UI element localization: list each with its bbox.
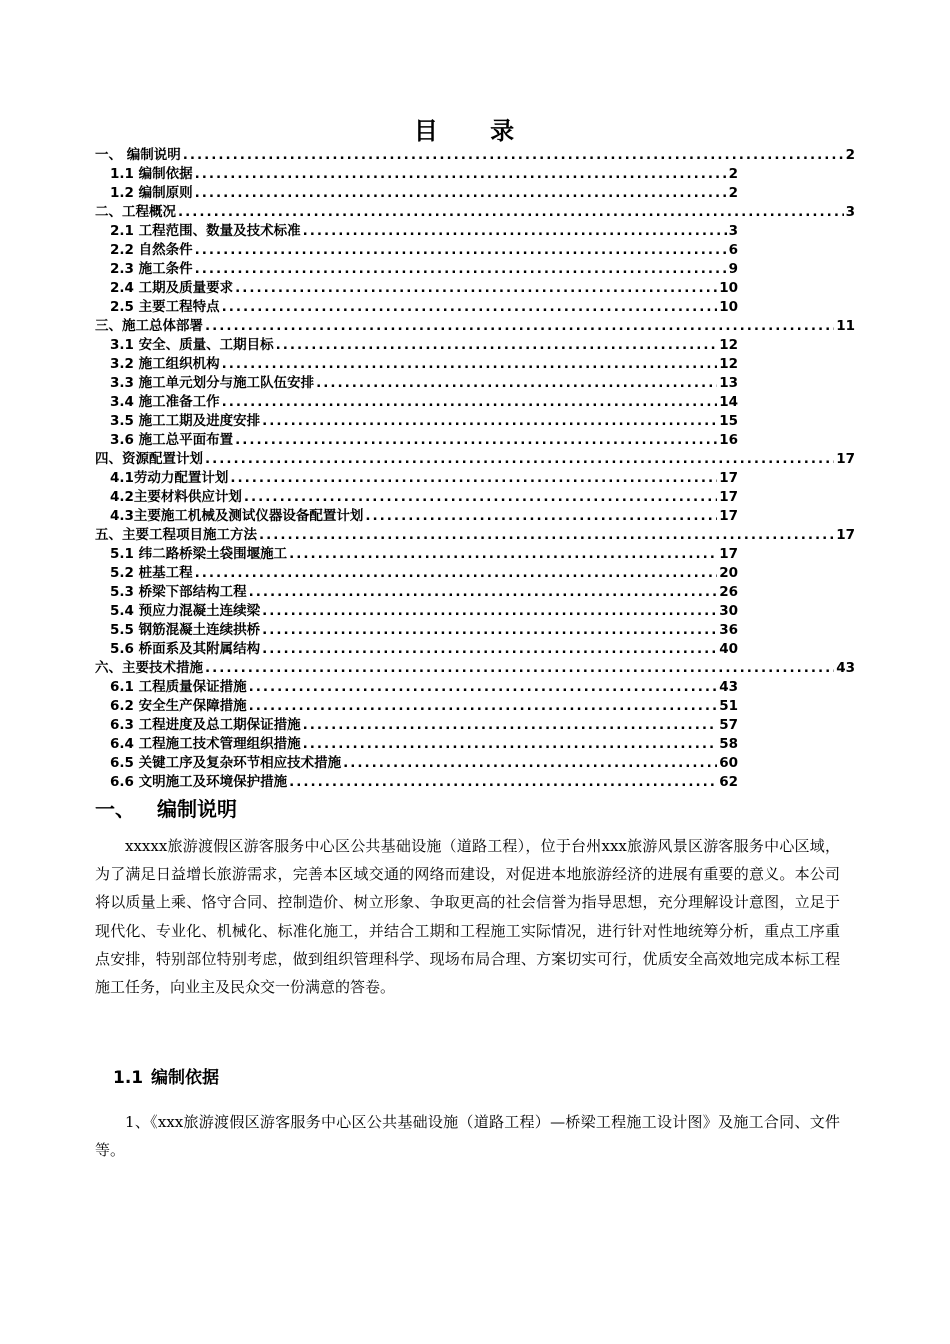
toc-entry-page: 15 <box>719 413 738 429</box>
toc-leader-dots <box>244 488 717 507</box>
toc-entry[interactable] <box>95 640 860 659</box>
toc-entry-label: 六、主要技术措施 <box>95 660 203 676</box>
toc-entry-page: 26 <box>719 584 738 600</box>
toc-entry[interactable] <box>95 184 860 203</box>
toc-entry-label: 5.6 桥面系及其附属结构 <box>110 641 261 657</box>
toc-entry[interactable] <box>95 545 860 564</box>
toc-leader-dots <box>262 621 717 640</box>
toc-entry[interactable] <box>95 678 860 697</box>
toc-entry[interactable] <box>95 469 860 488</box>
toc-entry[interactable] <box>95 260 860 279</box>
toc-entry-label: 6.4 工程施工技术管理组织措施 <box>110 736 301 752</box>
toc-entry[interactable] <box>95 393 860 412</box>
toc-entry-label: 6.3 工程进度及总工期保证措施 <box>110 717 301 733</box>
toc-entry-label: 3.4 施工准备工作 <box>110 394 220 410</box>
toc-leader-dots <box>195 241 727 260</box>
toc-entry-label: 2.5 主要工程特点 <box>110 299 220 315</box>
section-title: 编制说明 <box>157 797 237 821</box>
toc-entry-page: 17 <box>719 546 738 562</box>
toc-entry[interactable] <box>95 165 860 184</box>
toc-leader-dots <box>205 317 834 336</box>
toc-entry[interactable] <box>95 735 860 754</box>
toc-entry-page: 17 <box>836 451 855 467</box>
toc-entry-page: 16 <box>719 432 738 448</box>
toc-leader-dots <box>178 203 844 222</box>
toc-entry-page: 10 <box>719 299 738 315</box>
toc-entry[interactable] <box>95 431 860 450</box>
toc-entry-page: 10 <box>719 280 738 296</box>
toc-entry-label: 一、 编制说明 <box>95 147 181 163</box>
toc-entry-page: 58 <box>719 736 738 752</box>
toc-entry-page: 40 <box>719 641 738 657</box>
toc-entry-label: 5.3 桥梁下部结构工程 <box>110 584 247 600</box>
toc-entry[interactable] <box>95 716 860 735</box>
toc-leader-dots <box>276 336 718 355</box>
toc-entry-label: 6.1 工程质量保证措施 <box>110 679 247 695</box>
toc-entry-label: 3.5 施工工期及进度安排 <box>110 413 261 429</box>
toc-entry[interactable] <box>95 222 860 241</box>
toc-entry-label: 5.1 纬二路桥梁土袋围堰施工 <box>110 546 288 562</box>
toc-entry[interactable] <box>95 488 860 507</box>
toc-leader-dots <box>262 412 717 431</box>
toc-entry-page: 6 <box>728 242 738 258</box>
toc-leader-dots <box>289 773 717 792</box>
toc-entry[interactable] <box>95 279 860 298</box>
toc-entry[interactable] <box>95 773 860 792</box>
toc-entry-label: 四、资源配置计划 <box>95 451 203 467</box>
table-of-contents <box>95 146 860 792</box>
toc-entry-label: 五、主要工程项目施工方法 <box>95 527 257 543</box>
toc-entry[interactable] <box>95 450 860 469</box>
toc-leader-dots <box>230 469 717 488</box>
toc-leader-dots <box>205 450 834 469</box>
toc-entry-label: 2.4 工期及质量要求 <box>110 280 234 296</box>
toc-leader-dots <box>183 146 844 165</box>
subsection-heading <box>113 1066 219 1090</box>
toc-entry[interactable] <box>95 526 860 545</box>
toc-entry-page: 57 <box>719 717 738 733</box>
toc-entry-page: 36 <box>719 622 738 638</box>
toc-entry[interactable] <box>95 507 860 526</box>
toc-entry-page: 20 <box>719 565 738 581</box>
toc-entry-label: 6.6 文明施工及环境保护措施 <box>110 774 288 790</box>
toc-entry-page: 12 <box>719 337 738 353</box>
toc-leader-dots <box>289 545 717 564</box>
toc-leader-dots <box>343 754 717 773</box>
toc-entry[interactable] <box>95 621 860 640</box>
toc-entry[interactable] <box>95 146 860 165</box>
toc-leader-dots <box>195 260 727 279</box>
toc-entry[interactable] <box>95 374 860 393</box>
toc-leader-dots <box>249 697 718 716</box>
toc-entry-label: 1.2 编制原则 <box>110 185 193 201</box>
toc-entry-label: 2.2 自然条件 <box>110 242 193 258</box>
toc-entry-page: 17 <box>719 489 738 505</box>
toc-entry-label: 3.2 施工组织机构 <box>110 356 220 372</box>
toc-entry-label: 3.1 安全、质量、工期目标 <box>110 337 274 353</box>
toc-entry-label: 二、工程概况 <box>95 204 176 220</box>
toc-leader-dots <box>235 279 717 298</box>
toc-entry[interactable] <box>95 583 860 602</box>
toc-entry[interactable] <box>95 564 860 583</box>
toc-leader-dots <box>262 640 717 659</box>
toc-entry-page: 17 <box>719 508 738 524</box>
section-number: 一、 <box>95 797 135 821</box>
toc-entry-page: 43 <box>719 679 738 695</box>
toc-leader-dots <box>222 393 718 412</box>
body-paragraph: xxxxx旅游渡假区游客服务中心区公共基础设施（道路工程），位于台州xxx旅游风景区游客服务中心区域，为了满足日益增长旅游需求，完善本区域交通的网络而建设，对促进本地旅游经济的进展有重要的意义。本公司将以质量上乘、恪守合同、控制造价、树立形象、争取更高的社会信誉为指导思想，充分理解设计意图，立足于现代化、专业化、机械化、标准化施工，并结合工期和工程施工实际情况，进行针对性地统筹分析，重点工序重点安排，特别部位特别考虑，做到组织管理科学、现场布局合理、方案切实可行，优质安全高效地完成本标工程施工任务，向业主及民众交一份满意的答卷。 <box>95 837 840 997</box>
toc-leader-dots <box>365 507 717 526</box>
toc-leader-dots <box>222 355 718 374</box>
toc-entry-page: 2 <box>728 185 738 201</box>
toc-entry-page: 9 <box>728 261 738 277</box>
toc-leader-dots <box>303 735 718 754</box>
toc-entry-label: 5.4 预应力混凝土连续梁 <box>110 603 261 619</box>
toc-leader-dots <box>235 431 717 450</box>
toc-entry-page: 13 <box>719 375 738 391</box>
toc-leader-dots <box>259 526 834 545</box>
toc-entry-page: 30 <box>719 603 738 619</box>
toc-entry[interactable] <box>95 336 860 355</box>
toc-leader-dots <box>195 165 727 184</box>
toc-entry-label: 4.1劳动力配置计划 <box>110 470 229 486</box>
toc-entry-page: 51 <box>719 698 738 714</box>
toc-leader-dots <box>195 184 727 203</box>
toc-entry-label: 6.5 关键工序及复杂环节相应技术措施 <box>110 755 342 771</box>
toc-entry-label: 2.1 工程范围、数量及技术标准 <box>110 223 301 239</box>
subsection-number: 1.1 <box>113 1068 144 1088</box>
toc-entry-page: 62 <box>719 774 738 790</box>
toc-leader-dots <box>205 659 834 678</box>
toc-entry[interactable] <box>95 298 860 317</box>
toc-leader-dots <box>262 602 717 621</box>
toc-entry[interactable] <box>95 697 860 716</box>
toc-entry-label: 5.2 桩基工程 <box>110 565 193 581</box>
toc-entry-label: 5.5 钢筋混凝土连续拱桥 <box>110 622 261 638</box>
toc-leader-dots <box>249 583 718 602</box>
toc-entry-page: 17 <box>836 527 855 543</box>
toc-entry-label: 3.6 施工总平面布置 <box>110 432 234 448</box>
toc-title: 目 录 <box>413 117 537 145</box>
toc-leader-dots <box>195 564 718 583</box>
toc-entry-label: 6.2 安全生产保障措施 <box>110 698 247 714</box>
toc-leader-dots <box>303 222 727 241</box>
toc-entry-label: 3.3 施工单元划分与施工队伍安排 <box>110 375 315 391</box>
toc-entry-label: 4.2主要材料供应计划 <box>110 489 242 505</box>
toc-entry[interactable] <box>95 317 860 336</box>
toc-entry-page: 12 <box>719 356 738 372</box>
toc-entry-page: 2 <box>728 166 738 182</box>
section-heading <box>95 795 237 823</box>
toc-entry[interactable] <box>95 241 860 260</box>
toc-leader-dots <box>222 298 718 317</box>
toc-entry-page: 43 <box>836 660 855 676</box>
toc-entry[interactable] <box>95 659 860 678</box>
toc-entry-page: 14 <box>719 394 738 410</box>
toc-entry-label: 1.1 编制依据 <box>110 166 193 182</box>
toc-entry[interactable] <box>95 754 860 773</box>
toc-entry[interactable] <box>95 355 860 374</box>
toc-entry-page: 3 <box>845 204 855 220</box>
toc-entry-page: 2 <box>845 147 855 163</box>
toc-entry-page: 60 <box>719 755 738 771</box>
toc-entry[interactable] <box>95 602 860 621</box>
body-paragraph: 1、《xxx旅游渡假区游客服务中心区公共基础设施（道路工程）—桥梁工程施工设计图》及施工合同、文件等。 <box>95 1113 840 1160</box>
toc-entry-page: 3 <box>728 223 738 239</box>
toc-entry[interactable] <box>95 203 860 222</box>
subsection-title: 编制依据 <box>151 1068 219 1088</box>
toc-entry-label: 三、施工总体部署 <box>95 318 203 334</box>
toc-entry-label: 4.3主要施工机械及测试仪器设备配置计划 <box>110 508 364 524</box>
toc-entry[interactable] <box>95 412 860 431</box>
toc-entry-page: 17 <box>719 470 738 486</box>
toc-leader-dots <box>249 678 718 697</box>
toc-leader-dots <box>303 716 718 735</box>
toc-leader-dots <box>316 374 717 393</box>
toc-entry-page: 11 <box>836 318 855 334</box>
toc-entry-label: 2.3 施工条件 <box>110 261 193 277</box>
